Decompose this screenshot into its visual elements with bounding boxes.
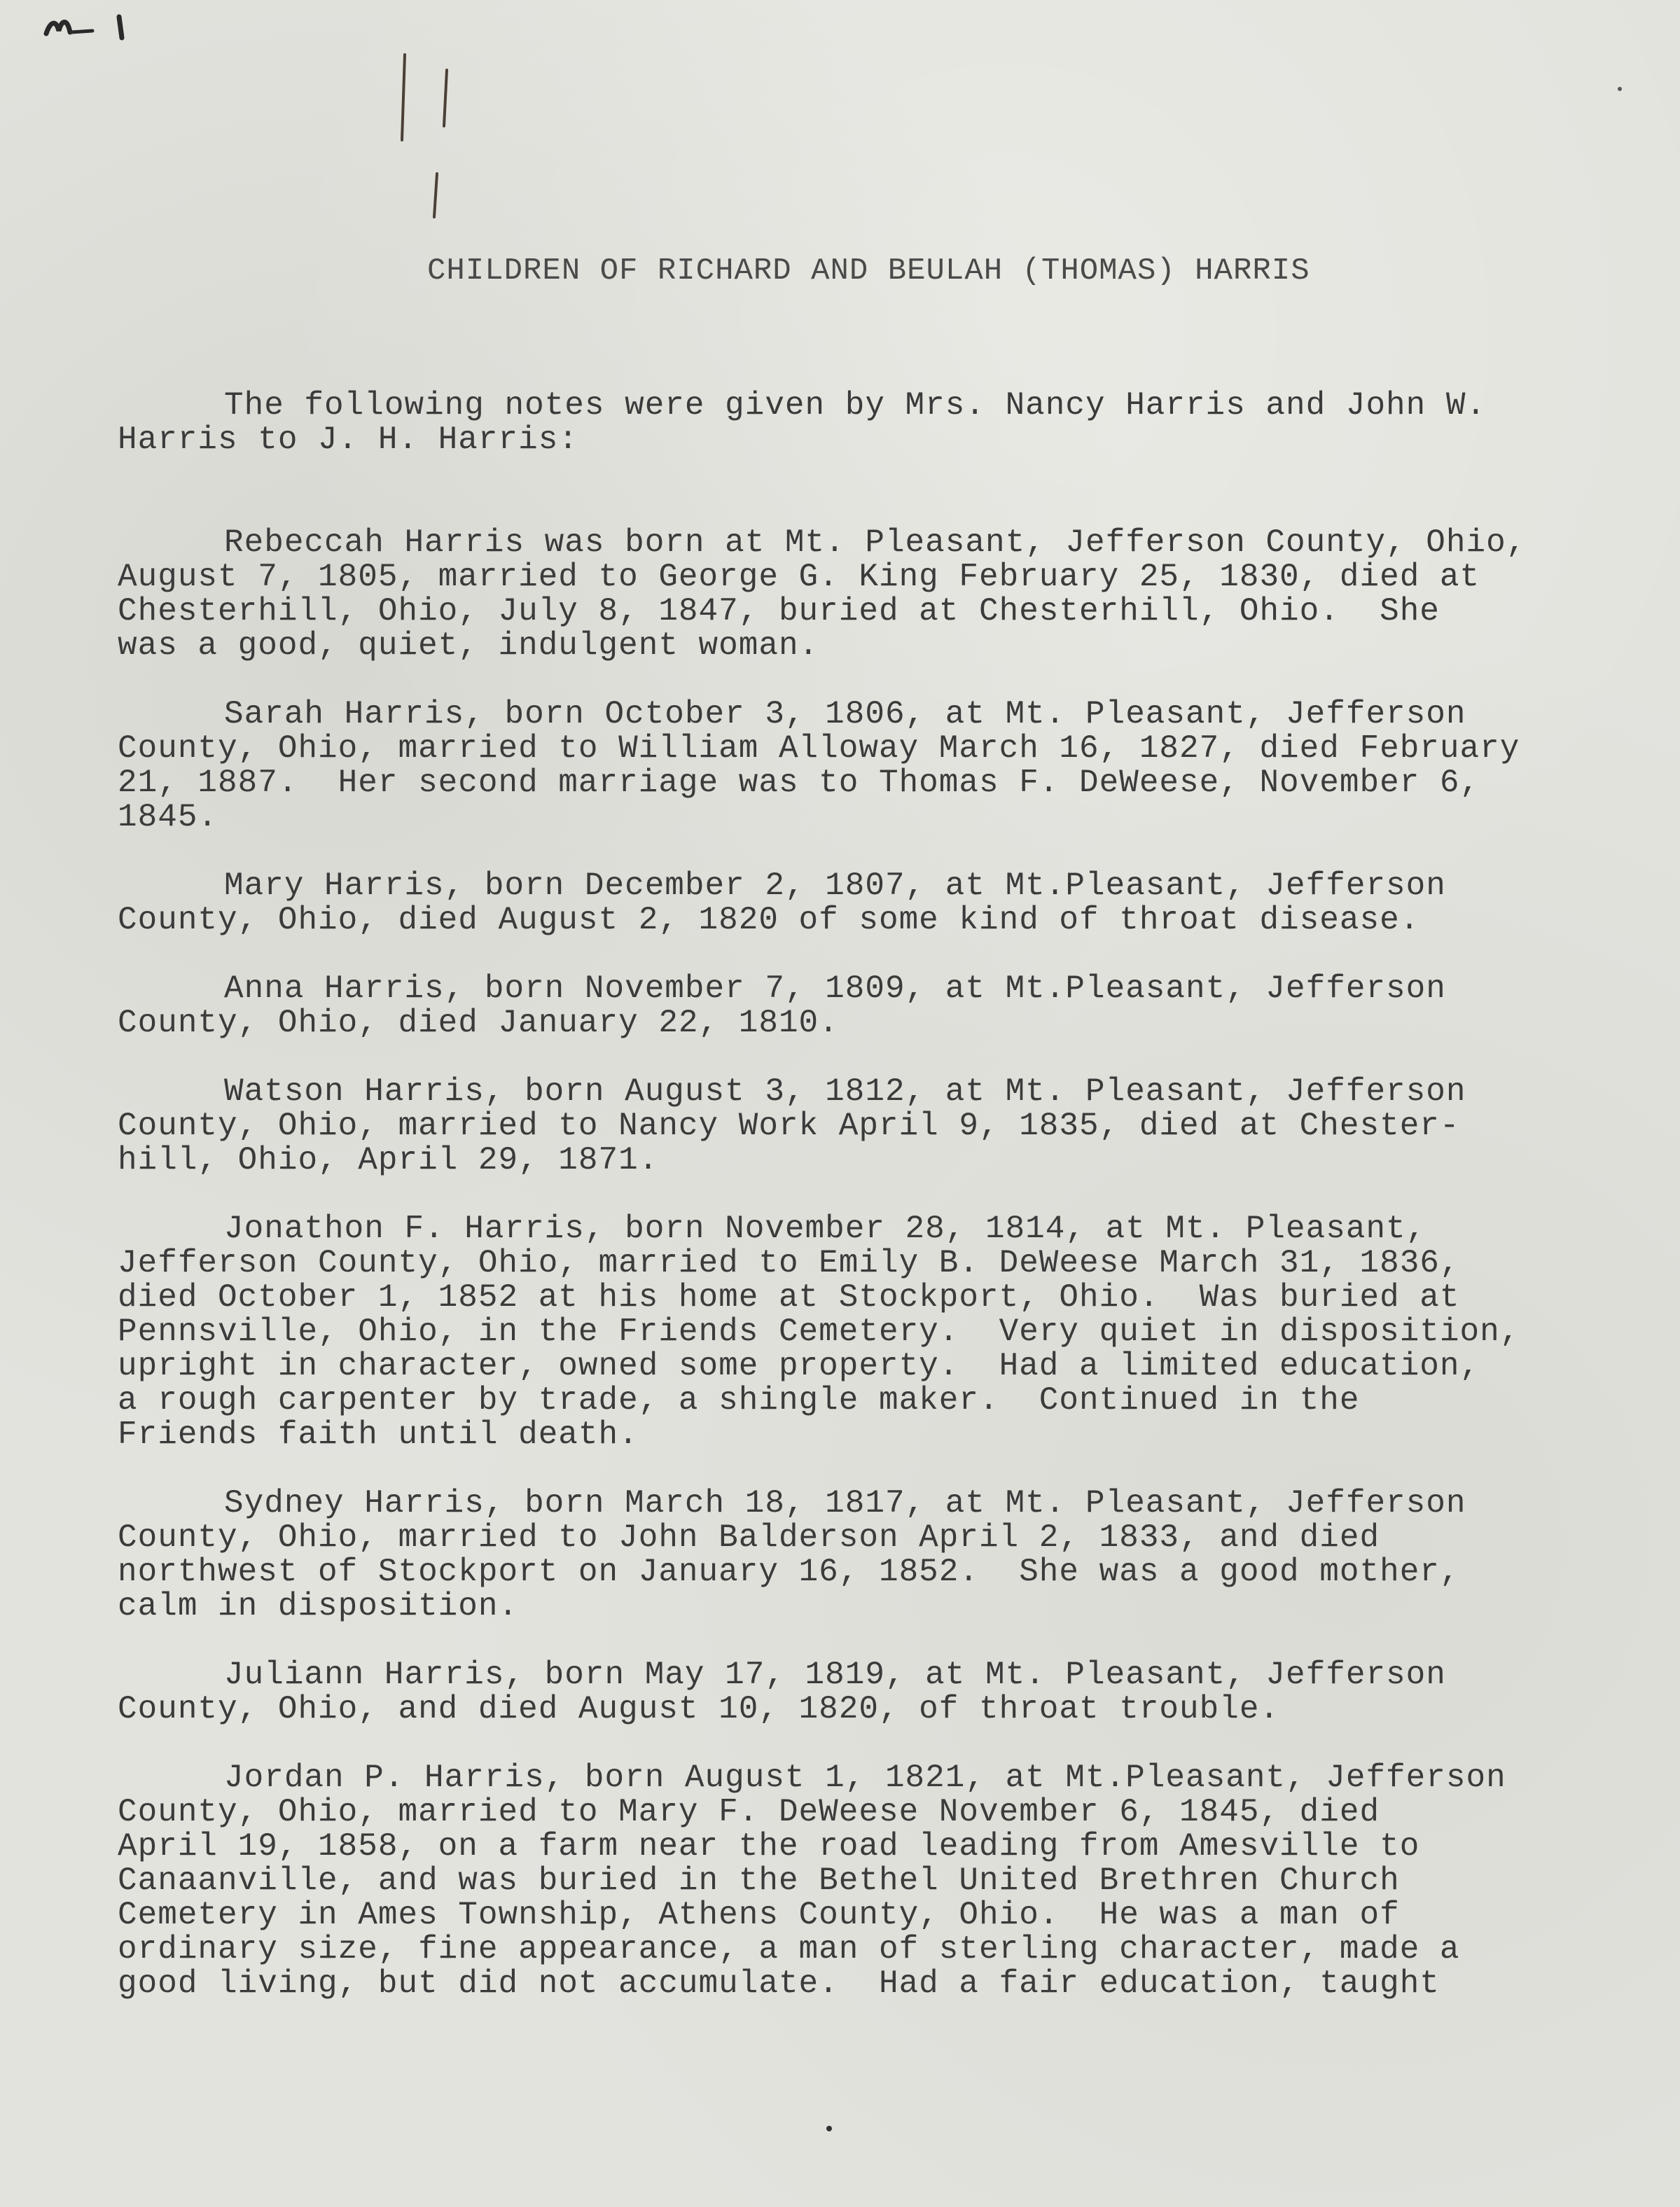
paragraph-mary-harris: Mary Harris, born December 2, 1807, at Mt.Pleasant, Jefferson County, Ohio, died August 2, 1820 of some kind of throat disease. <box>118 868 1446 938</box>
paper-speck <box>826 2126 832 2131</box>
paragraph-sarah-harris: Sarah Harris, born October 3, 1806, at Mt. Pleasant, Jefferson County, Ohio, married to William Alloway March 16, 1827, died February 21, 1887. Her second marriage was to Thomas F. DeWeese, November 6, 1845. <box>118 696 1520 835</box>
paragraph-rebeccah-harris: Rebeccah Harris was born at Mt. Pleasant, Jefferson County, Ohio, August 7, 1805, married to George G. King February 25, 1830, died at Chesterhill, Ohio, July 8, 1847, buried at Chesterhill, Ohio. She was a good, quiet, indulgent woman. <box>118 524 1527 664</box>
document-title: CHILDREN OF RICHARD AND BEULAH (THOMAS) HARRIS <box>427 253 1310 288</box>
paragraph-jonathon-harris: Jonathon F. Harris, born November 28, 1814, at Mt. Pleasant, Jefferson County, Ohio, married to Emily B. DeWeese March 31, 1836, died October 1, 1852 at his home at Stockport, Ohio. Was buried at Pennsville, Ohio, in the Friends Cemetery. Very quiet in disposition, upright in character, owned some property. Had a limited education, a rough carpenter by trade, a shingle maker. Continued in the Friends faith until death. <box>118 1211 1520 1453</box>
handwritten-corner-mark <box>43 7 134 42</box>
document-body <box>118 389 1574 2035</box>
paragraph-jordan-harris: Jordan P. Harris, born August 1, 1821, at Mt.Pleasant, Jefferson County, Ohio, married to Mary F. DeWeese November 6, 1845, died April 19, 1858, on a farm near the road leading from Amesville to Canaanville, and was buried in the Bethel United Brethren Church Cemetery in Ames Township, Athens County, Ohio. He was a man of ordinary size, fine appearance, a man of sterling character, made a good living, but did not accumulate. Had a fair education, taught <box>118 1760 1506 2002</box>
intro-paragraph: The following notes were given by Mrs. Nancy Harris and John W. Harris to J. H. Harris: <box>118 387 1487 458</box>
paragraph-juliann-harris: Juliann Harris, born May 17, 1819, at Mt. Pleasant, Jefferson County, Ohio, and died August 10, 1820, of throat trouble. <box>118 1657 1446 1727</box>
paragraph-watson-harris: Watson Harris, born August 3, 1812, at Mt. Pleasant, Jefferson County, Ohio, married to Nancy Work April 9, 1835, died at Chester- hill, Ohio, April 29, 1871. <box>118 1073 1466 1178</box>
paragraph-anna-harris: Anna Harris, born November 7, 1809, at Mt.Pleasant, Jefferson County, Ohio, died January 22, 1810. <box>118 970 1446 1041</box>
paper-speck <box>1618 87 1622 91</box>
paragraph-sydney-harris: Sydney Harris, born March 18, 1817, at Mt. Pleasant, Jefferson County, Ohio, married to John Balderson April 2, 1833, and died northwest of Stockport on January 16, 1852. She was a good mother, calm in disposition. <box>118 1485 1466 1624</box>
pencil-marks <box>378 42 462 224</box>
